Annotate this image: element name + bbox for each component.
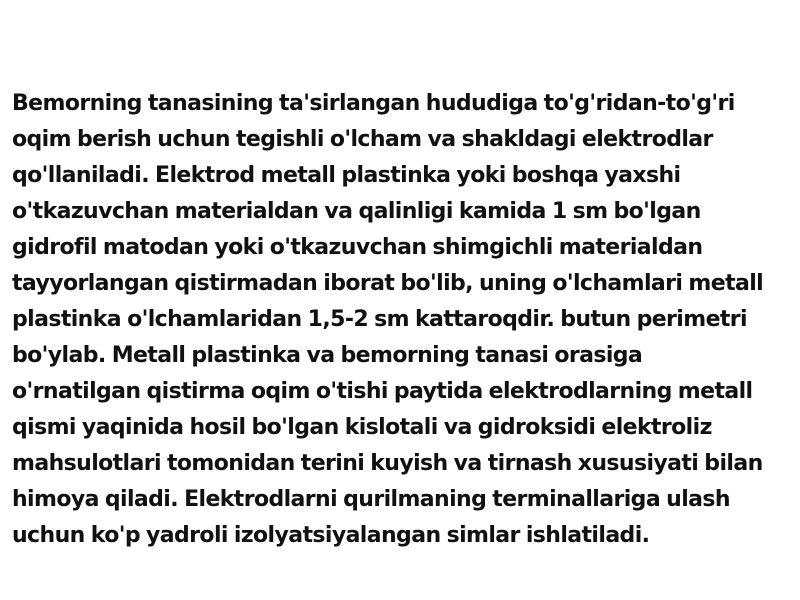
paragraph-line: plastinka o'lchamlaridan 1,5-2 sm kattaroqdir. butun perimetri xyxy=(12,307,747,332)
paragraph-line: qismi yaqinida hosil bo'lgan kislotali va gidroksidi elektroliz xyxy=(12,415,712,440)
paragraph-line: tayyorlangan qistirmadan iborat bo'lib, uning o'lchamlari metall xyxy=(12,271,764,296)
paragraph-line: o'tkazuvchan materialdan va qalinligi kamida 1 sm bo'lgan xyxy=(12,199,701,224)
paragraph-line: uchun ko'p yadroli izolyatsiyalangan simlar ishlatiladi. xyxy=(12,523,650,548)
paragraph-line: qo'llaniladi. Elektrod metall plastinka yoki boshqa yaxshi xyxy=(12,163,681,188)
paragraph-line: mahsulotlari tomonidan terini kuyish va tirnash xususiyati bilan xyxy=(12,451,763,476)
paragraph-line: Bemorning tanasining ta'sirlangan hududiga to'g'ridan-to'g'ri xyxy=(12,91,735,116)
paragraph-line: bo'ylab. Metall plastinka va bemorning tanasi orasiga xyxy=(12,343,643,368)
paragraph-line: gidrofil matodan yoki o'tkazuvchan shimgichli materialdan xyxy=(12,235,703,260)
body-paragraph xyxy=(12,86,792,554)
paragraph-line: o'rnatilgan qistirma oqim o'tishi paytida elektrodlarning metall xyxy=(12,379,753,404)
paragraph-line: oqim berish uchun tegishli o'lcham va shakldagi elektrodlar xyxy=(12,127,713,152)
paragraph-line: himoya qiladi. Elektrodlarni qurilmaning terminallariga ulash xyxy=(12,487,730,512)
